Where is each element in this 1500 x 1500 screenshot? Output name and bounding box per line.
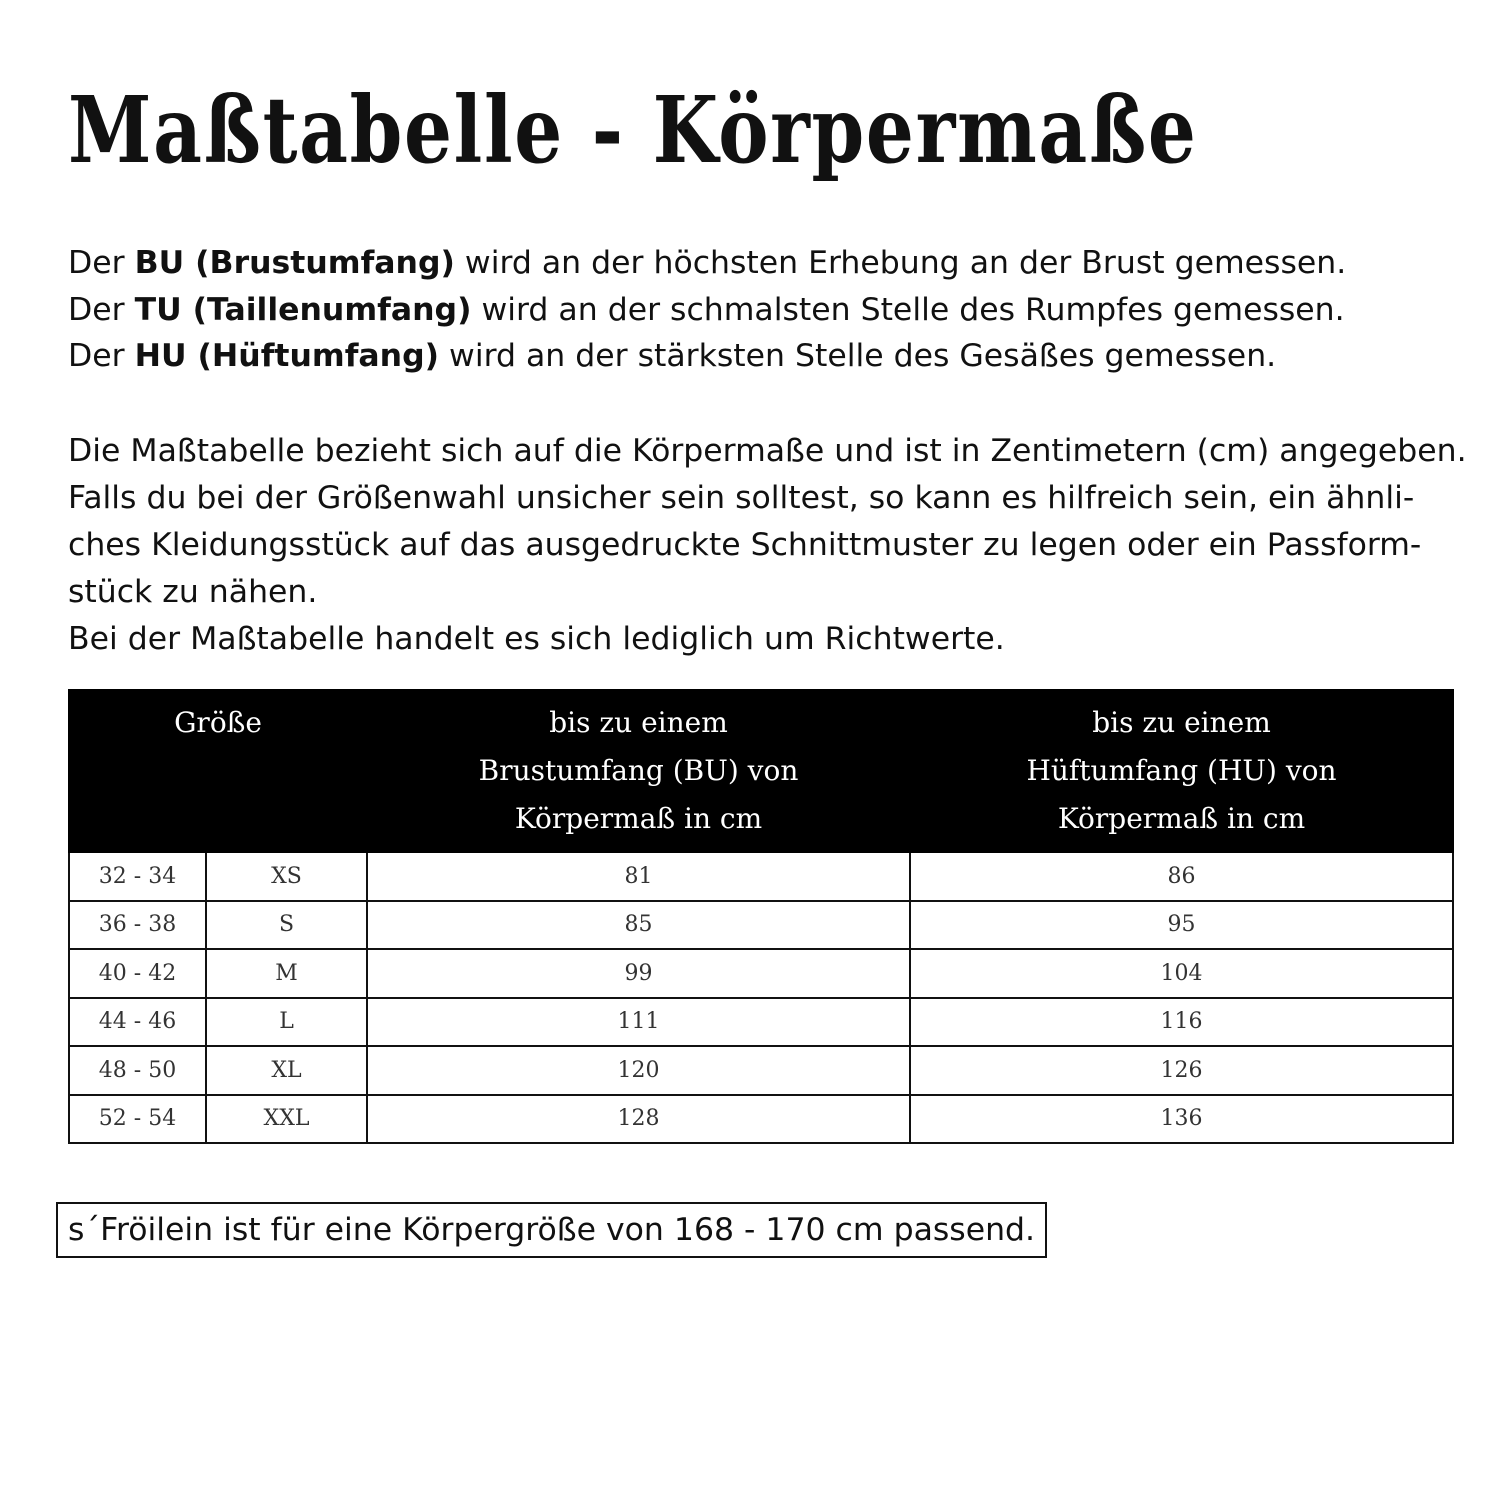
header-bust-line: bis zu einem (549, 706, 728, 739)
table-row (69, 1046, 1453, 1095)
size-numeric: 44 - 46 (69, 998, 206, 1047)
definition-bu (68, 240, 1468, 287)
bust-value: 111 (367, 998, 910, 1047)
bust-value: 120 (367, 1046, 910, 1095)
size-numeric: 36 - 38 (69, 901, 206, 950)
hip-value: 95 (910, 901, 1453, 950)
header-hip (910, 690, 1453, 852)
table-row (69, 998, 1453, 1047)
hip-value: 126 (910, 1046, 1453, 1095)
bust-value: 99 (367, 949, 910, 998)
definition-text: wird an der schmalsten Stelle des Rumpfes gemessen. (471, 291, 1345, 328)
table-header-row (69, 690, 1453, 852)
definition-text: wird an der stärksten Stelle des Gesäßes gemessen. (439, 338, 1277, 374)
bust-value: 81 (367, 852, 910, 901)
hip-value: 86 (910, 852, 1453, 901)
size-numeric: 32 - 34 (69, 852, 206, 901)
size-numeric: 52 - 54 (69, 1095, 206, 1144)
size-numeric: 40 - 42 (69, 949, 206, 998)
definition-prefix: Der (68, 245, 135, 281)
header-hip-line: Hüftumfang (HU) von (1026, 754, 1337, 787)
definition-prefix: Der (68, 291, 135, 328)
size-letter: XXL (206, 1095, 367, 1144)
info-line: Falls du bei der Größenwahl unsicher sein solltest, so kann es hilfreich sein, ein ähnli- (68, 480, 1415, 516)
hip-value: 136 (910, 1095, 1453, 1144)
definition-text: wird an der höchsten Erhebung an der Brust gemessen. (454, 245, 1347, 281)
size-letter: XL (206, 1046, 367, 1095)
info-line: Bei der Maßtabelle handelt es sich lediglich um Richtwerte. (68, 621, 1005, 657)
table-row (69, 852, 1453, 901)
hip-value: 116 (910, 998, 1453, 1047)
size-letter: S (206, 901, 367, 950)
size-letter: L (206, 998, 367, 1047)
bust-value: 85 (367, 901, 910, 950)
info-line: stück zu nähen. (68, 574, 318, 610)
definition-term: BU (Brustumfang) (134, 245, 455, 281)
header-hip-line: bis zu einem (1092, 706, 1271, 739)
header-size-label: Größe (174, 706, 262, 739)
measurement-definitions (68, 240, 1468, 380)
definition-prefix: Der (68, 338, 135, 374)
page-title: Maßtabelle - Körpermaße (68, 76, 1198, 184)
table-row (69, 1095, 1453, 1144)
size-letter: M (206, 949, 367, 998)
size-table (68, 689, 1454, 1144)
hip-value: 104 (910, 949, 1453, 998)
header-bust-line: Brustumfang (BU) von (478, 754, 799, 787)
definition-hu (68, 333, 1468, 380)
header-size (69, 690, 367, 852)
definition-term: TU (Taillenumfang) (134, 291, 472, 328)
definition-tu (68, 287, 1468, 334)
definition-term: HU (Hüftumfang) (134, 338, 440, 374)
info-line: ches Kleidungsstück auf das ausgedruckte Schnittmuster zu legen oder ein Passform- (68, 527, 1422, 563)
info-line: Die Maßtabelle bezieht sich auf die Körpermaße und ist in Zentimetern (cm) angegeben. (68, 433, 1467, 469)
table-row (69, 949, 1453, 998)
header-hip-line: Körpermaß in cm (1057, 802, 1306, 835)
size-letter: XS (206, 852, 367, 901)
bust-value: 128 (367, 1095, 910, 1144)
size-numeric: 48 - 50 (69, 1046, 206, 1095)
header-bust (367, 690, 910, 852)
table-row (69, 901, 1453, 950)
info-paragraph (68, 428, 1468, 663)
header-bust-line: Körpermaß in cm (514, 802, 763, 835)
fit-note: s´Fröilein ist für eine Körpergröße von 168 - 170 cm passend. (56, 1202, 1047, 1258)
